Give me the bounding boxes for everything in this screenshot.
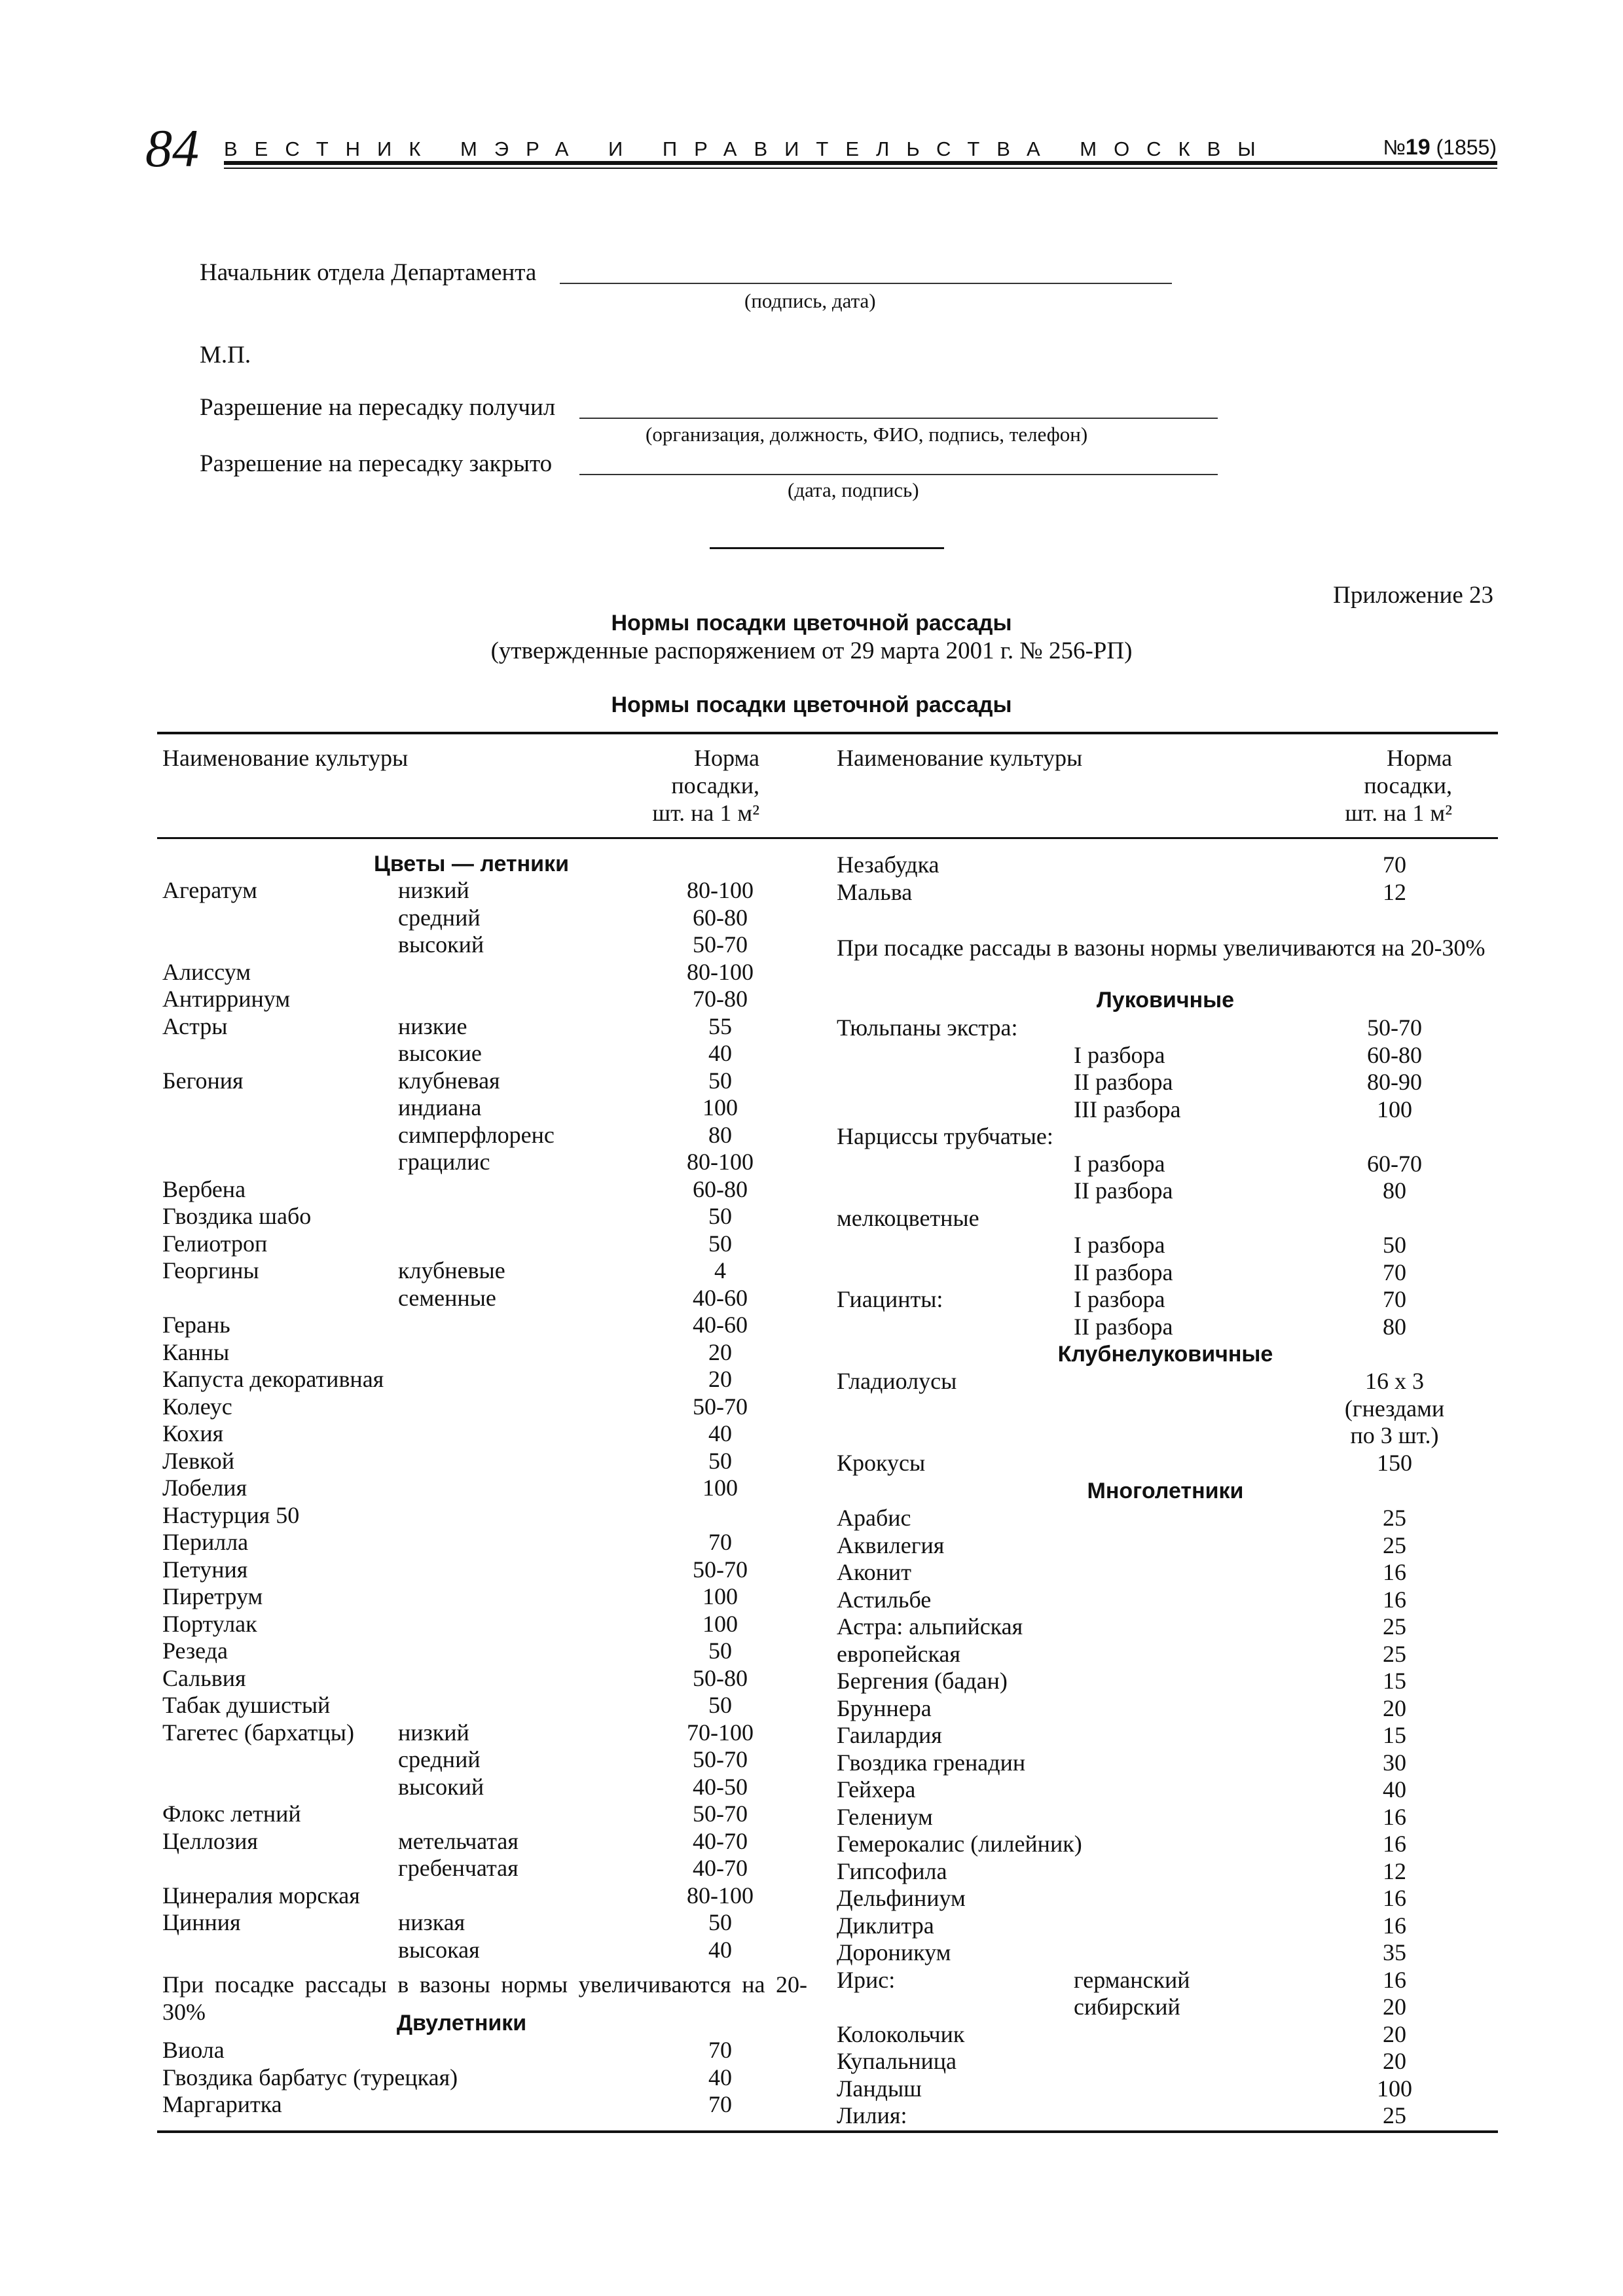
left-row-norm: 40 <box>708 1936 732 1963</box>
perennial-row-norm: 12 <box>1383 1857 1406 1884</box>
page-number: 84 <box>145 118 199 178</box>
perennial-row-grade: германский <box>1074 1966 1190 1993</box>
document-subtitle: (утвержденные распоряжением от 29 марта 2001 г. № 256-РП) <box>490 637 1133 664</box>
section-divider <box>710 547 944 549</box>
left-row-norm: 50-70 <box>693 931 748 958</box>
biennial-row-name: Маргаритка <box>162 2091 282 2117</box>
left-row-name: Лобелия <box>162 1475 247 1501</box>
left-row-name: Тагетес (бархатцы) <box>162 1719 354 1746</box>
bulb-row-norm: 60-80 <box>1367 1041 1422 1068</box>
perennial-row-name: Колокольчик <box>837 2020 965 2047</box>
perennial-row-name: Гаилардия <box>837 1722 942 1748</box>
left-row-norm: 60-80 <box>693 1175 748 1202</box>
left-row-norm: 50 <box>708 1203 732 1229</box>
left-row-norm: 50 <box>708 1067 732 1094</box>
perennial-row-norm: 35 <box>1383 1939 1406 1965</box>
left-row-norm: 55 <box>708 1013 732 1039</box>
closed-hint: (дата, подпись) <box>788 478 919 501</box>
right-row-norm: 12 <box>1383 878 1406 905</box>
left-row-norm: 40-70 <box>693 1855 748 1881</box>
bulb-row-name: Гиацинты: <box>837 1286 943 1312</box>
issue-total: (1855) <box>1436 135 1497 159</box>
left-row-norm: 50 <box>708 1909 732 1935</box>
left-row-variety: клубневые <box>398 1257 505 1283</box>
left-row-name: Астры <box>162 1013 228 1039</box>
left-row-norm: 50-80 <box>693 1664 748 1691</box>
left-row-name: Агератум <box>162 877 257 903</box>
perennial-row-norm: 40 <box>1383 1776 1406 1803</box>
perennial-row-norm: 16 <box>1383 1912 1406 1939</box>
closed-label: Разрешение на пересадку закрыто <box>200 450 553 477</box>
left-row-name: Цинния <box>162 1909 241 1935</box>
left-row-norm: 40-60 <box>693 1284 748 1311</box>
corm-row-norm: 150 <box>1377 1449 1412 1476</box>
left-row-variety: грацилис <box>398 1149 490 1175</box>
col-header-norm-left <box>629 744 759 827</box>
perennial-row-name: Ландыш <box>837 2075 922 2102</box>
bulb-row-grade: II разбора <box>1074 1259 1173 1285</box>
left-row-variety: высокий <box>398 931 484 958</box>
received-line[interactable] <box>579 418 1218 419</box>
left-row-norm: 40 <box>708 1420 732 1446</box>
dept-head-hint: (подпись, дата) <box>744 289 876 312</box>
bulb-row-name: Тюльпаны экстра: <box>837 1014 1018 1041</box>
corm-row-norm: (гнездами <box>1344 1395 1445 1422</box>
right-row-norm: 70 <box>1383 852 1406 878</box>
left-row-norm: 20 <box>708 1338 732 1365</box>
perennial-row-name: Бруннера <box>837 1695 932 1721</box>
document-title: Нормы посадки цветочной рассады <box>611 611 1012 636</box>
bulb-row-grade: I разбора <box>1074 1041 1165 1068</box>
perennial-row-name: Дельфиниум <box>837 1885 966 1911</box>
left-row-norm: 70-100 <box>687 1719 754 1746</box>
col-header-norm-line1: Норма <box>1387 745 1452 771</box>
section-corms: Клубнелуковичные <box>1057 1342 1273 1367</box>
biennial-row-norm: 70 <box>708 2037 732 2063</box>
perennial-row-name: Гемерокалис (лилейник) <box>837 1831 1082 1857</box>
left-row-name: Герань <box>162 1312 230 1338</box>
appendix-label: Приложение 23 <box>1333 582 1493 609</box>
left-row-norm: 80-100 <box>687 1882 754 1909</box>
left-row-name: Табак душистый <box>162 1692 331 1718</box>
corm-row-norm: 16 х 3 <box>1365 1368 1424 1394</box>
left-row-norm: 4 <box>714 1257 726 1283</box>
table-title: Нормы посадки цветочной рассады <box>611 692 1012 717</box>
left-row-name: Колеус <box>162 1393 232 1420</box>
left-row-norm: 80-100 <box>687 1149 754 1175</box>
left-row-norm: 100 <box>702 1610 738 1637</box>
perennial-row-name: Дороникум <box>837 1939 951 1965</box>
left-row-name: Антирринум <box>162 986 291 1012</box>
section-annuals: Цветы — летники <box>374 852 569 876</box>
perennial-row-name: Гелениум <box>837 1803 933 1830</box>
col-header-norm-line3: шт. на 1 м² <box>652 800 759 826</box>
left-row-variety: индиана <box>398 1094 482 1121</box>
perennial-row-norm: 15 <box>1383 1722 1406 1748</box>
left-row-norm: 80-100 <box>687 877 754 903</box>
perennial-row-name: Гейхера <box>837 1776 916 1803</box>
corm-row-name: Гладиолусы <box>837 1368 957 1394</box>
vase-note-right: При посадке рассады в вазоны нормы увеличиваются на 20-30% <box>837 935 1486 961</box>
left-row-name: Флокс летний <box>162 1801 301 1827</box>
col-header-name-right: Наименование культуры <box>837 745 1083 771</box>
left-row-name: Капуста декоративная <box>162 1366 384 1392</box>
biennial-row-norm: 40 <box>708 2064 732 2090</box>
perennial-row-name: европейская <box>837 1640 960 1667</box>
issue-number-value: 19 <box>1405 135 1431 160</box>
left-row-norm: 40-60 <box>693 1312 748 1338</box>
left-row-variety: средний <box>398 1746 481 1772</box>
perennial-row-norm: 20 <box>1383 1994 1406 2020</box>
left-row-norm: 50-70 <box>693 1393 748 1420</box>
left-row-name: Портулак <box>162 1610 257 1637</box>
left-row-norm: 80-100 <box>687 958 754 985</box>
left-row-variety: низкий <box>398 1719 469 1746</box>
bulb-row-grade: III разбора <box>1074 1096 1181 1122</box>
perennial-row-name: Аконит <box>837 1559 911 1585</box>
table-top-rule <box>157 732 1498 734</box>
corm-row-norm: по 3 шт.) <box>1350 1422 1439 1448</box>
perennial-row-name: Бергения (бадан) <box>837 1668 1008 1694</box>
col-header-name-left: Наименование культуры <box>162 745 409 771</box>
left-row-variety: низкий <box>398 877 469 903</box>
perennial-row-name: Гипсофила <box>837 1857 947 1884</box>
left-row-name: Пиретрум <box>162 1583 263 1609</box>
bulb-row-norm: 100 <box>1377 1096 1412 1122</box>
perennial-row-name: Диклитра <box>837 1912 934 1939</box>
left-row-name: Левкой <box>162 1447 235 1474</box>
col-header-norm-line3: шт. на 1 м² <box>1345 800 1452 826</box>
left-row-name: Сальвия <box>162 1664 246 1691</box>
left-row-name: Настурция 50 <box>162 1501 300 1528</box>
biennial-row-norm: 70 <box>708 2091 732 2117</box>
section-perennials: Многолетники <box>1087 1479 1244 1503</box>
perennial-row-norm: 20 <box>1383 2020 1406 2047</box>
left-row-variety: высокие <box>398 1040 482 1066</box>
perennial-row-norm: 25 <box>1383 1640 1406 1667</box>
left-row-norm: 100 <box>702 1475 738 1501</box>
left-row-variety: симперфлоренс <box>398 1121 555 1148</box>
perennial-row-name: Гвоздика гренадин <box>837 1749 1026 1776</box>
bulb-row-norm: 70 <box>1383 1286 1406 1312</box>
perennial-row-norm: 16 <box>1383 1586 1406 1613</box>
left-row-norm: 40-70 <box>693 1827 748 1854</box>
dept-head-label: Начальник отдела Департамента <box>200 259 537 286</box>
right-row-name: Мальва <box>837 878 913 905</box>
perennial-row-norm: 15 <box>1383 1668 1406 1694</box>
left-row-norm: 50-70 <box>693 1801 748 1827</box>
bulb-row-norm: 60-70 <box>1367 1150 1422 1177</box>
perennial-row-norm: 25 <box>1383 1613 1406 1640</box>
received-hint: (организация, должность, ФИО, подпись, телефон) <box>646 423 1088 446</box>
header-rule-thin <box>224 168 1497 169</box>
left-row-norm: 60-80 <box>693 904 748 931</box>
col-header-norm-right <box>1321 744 1452 827</box>
bulb-row-norm: 50 <box>1383 1232 1406 1258</box>
right-row-name: Незабудка <box>837 852 939 878</box>
perennial-row-norm: 16 <box>1383 1831 1406 1857</box>
left-row-norm: 50-70 <box>693 1556 748 1583</box>
bulb-row-grade: I разбора <box>1074 1232 1165 1258</box>
perennial-row-name: Аквилегия <box>837 1532 945 1558</box>
bulb-row-grade: II разбора <box>1074 1069 1173 1095</box>
corm-row-name: Крокусы <box>837 1449 926 1476</box>
left-row-variety: высокая <box>398 1936 480 1963</box>
biennial-row-name: Гвоздика барбатус (турецкая) <box>162 2064 458 2090</box>
perennial-row-norm: 16 <box>1383 1885 1406 1911</box>
left-row-name: Бегония <box>162 1067 244 1094</box>
perennial-row-norm: 30 <box>1383 1749 1406 1776</box>
vase-note-left: При посадке рассады в вазоны нормы увеличиваются на 20-30% <box>162 1971 807 2025</box>
left-row-variety: низкая <box>398 1909 465 1935</box>
perennial-row-norm: 16 <box>1383 1966 1406 1993</box>
left-row-variety: низкие <box>398 1013 467 1039</box>
left-row-variety: средний <box>398 904 481 931</box>
header-rule-thick <box>224 161 1497 165</box>
col-header-norm-line1: Норма <box>694 745 759 771</box>
left-row-norm: 50 <box>708 1638 732 1664</box>
perennial-row-name: Арабис <box>837 1505 911 1531</box>
closed-line[interactable] <box>579 474 1218 475</box>
perennial-row-norm: 100 <box>1377 2075 1412 2102</box>
left-row-name: Георгины <box>162 1257 259 1283</box>
left-row-norm: 20 <box>708 1366 732 1392</box>
table-header-rule <box>157 837 1498 839</box>
bulb-row-norm: 80-90 <box>1367 1069 1422 1095</box>
left-row-norm: 50 <box>708 1447 732 1474</box>
left-row-norm: 50-70 <box>693 1746 748 1772</box>
bulb-row-name: Нарциссы трубчатые: <box>837 1123 1053 1149</box>
left-row-name: Резеда <box>162 1638 228 1664</box>
stamp-label: М.П. <box>200 342 251 368</box>
left-row-name: Кохия <box>162 1420 224 1446</box>
left-row-norm: 70-80 <box>693 986 748 1012</box>
perennial-row-name: Лилия: <box>837 2102 907 2128</box>
left-row-variety: клубневая <box>398 1067 500 1094</box>
left-row-name: Гвоздика шабо <box>162 1203 312 1229</box>
section-biennials: Двулетники <box>396 2011 527 2036</box>
perennial-row-name: Астра: альпийская <box>837 1613 1023 1640</box>
bulb-row-norm: 80 <box>1383 1313 1406 1340</box>
bulb-row-norm: 80 <box>1383 1177 1406 1204</box>
section-bulbs: Луковичные <box>1096 988 1235 1013</box>
journal-title: ВЕСТНИК МЭРА И ПРАВИТЕЛЬСТВА МОСКВЫ <box>224 137 1273 160</box>
left-row-name: Перилла <box>162 1529 249 1555</box>
bulb-row-norm: 70 <box>1383 1259 1406 1285</box>
bulb-row-norm: 50-70 <box>1367 1014 1422 1041</box>
perennial-row-norm: 25 <box>1383 2102 1406 2128</box>
perennial-row-grade: сибирский <box>1074 1994 1180 2020</box>
left-row-variety: высокий <box>398 1773 484 1800</box>
left-row-variety: метельчатая <box>398 1827 519 1854</box>
left-row-norm: 70 <box>708 1529 732 1555</box>
received-label: Разрешение на пересадку получил <box>200 394 556 421</box>
perennial-row-name: Купальница <box>837 2048 957 2074</box>
left-row-norm: 100 <box>702 1094 738 1121</box>
bulb-row-grade: I разбора <box>1074 1150 1165 1177</box>
left-row-norm: 100 <box>702 1583 738 1609</box>
left-row-name: Алиссум <box>162 958 251 985</box>
bulb-row-grade: II разбора <box>1074 1313 1173 1340</box>
left-row-name: Вербена <box>162 1175 246 1202</box>
left-row-norm: 80 <box>708 1121 732 1148</box>
perennial-row-norm: 20 <box>1383 2048 1406 2074</box>
perennial-row-norm: 25 <box>1383 1505 1406 1531</box>
left-row-variety: семенные <box>398 1284 496 1311</box>
left-row-name: Гелиотроп <box>162 1230 268 1257</box>
dept-head-line[interactable] <box>560 283 1172 284</box>
left-row-norm: 50 <box>708 1230 732 1257</box>
perennial-row-name: Астильбе <box>837 1586 932 1613</box>
perennial-row-norm: 16 <box>1383 1559 1406 1585</box>
left-row-norm: 50 <box>708 1692 732 1718</box>
col-header-norm-line2: посадки, <box>671 772 759 798</box>
biennial-row-name: Виола <box>162 2037 225 2063</box>
perennial-row-name: Ирис: <box>837 1966 896 1993</box>
issue-number <box>1383 135 1497 160</box>
left-row-name: Петуния <box>162 1556 248 1583</box>
issue-prefix: № <box>1383 135 1406 159</box>
perennial-row-norm: 20 <box>1383 1695 1406 1721</box>
bulb-row-grade: II разбора <box>1074 1177 1173 1204</box>
bulb-row-grade: I разбора <box>1074 1286 1165 1312</box>
left-row-norm: 40 <box>708 1040 732 1066</box>
left-row-norm: 40-50 <box>693 1773 748 1800</box>
left-row-name: Цинералия морская <box>162 1882 360 1909</box>
left-row-name: Целлозия <box>162 1827 258 1854</box>
perennial-row-norm: 16 <box>1383 1803 1406 1830</box>
bulb-row-name: мелкоцветные <box>837 1204 979 1231</box>
table-bottom-rule <box>157 2130 1498 2133</box>
left-row-name: Канны <box>162 1338 230 1365</box>
col-header-norm-line2: посадки, <box>1364 772 1452 798</box>
perennial-row-norm: 25 <box>1383 1532 1406 1558</box>
left-row-variety: гребенчатая <box>398 1855 519 1881</box>
